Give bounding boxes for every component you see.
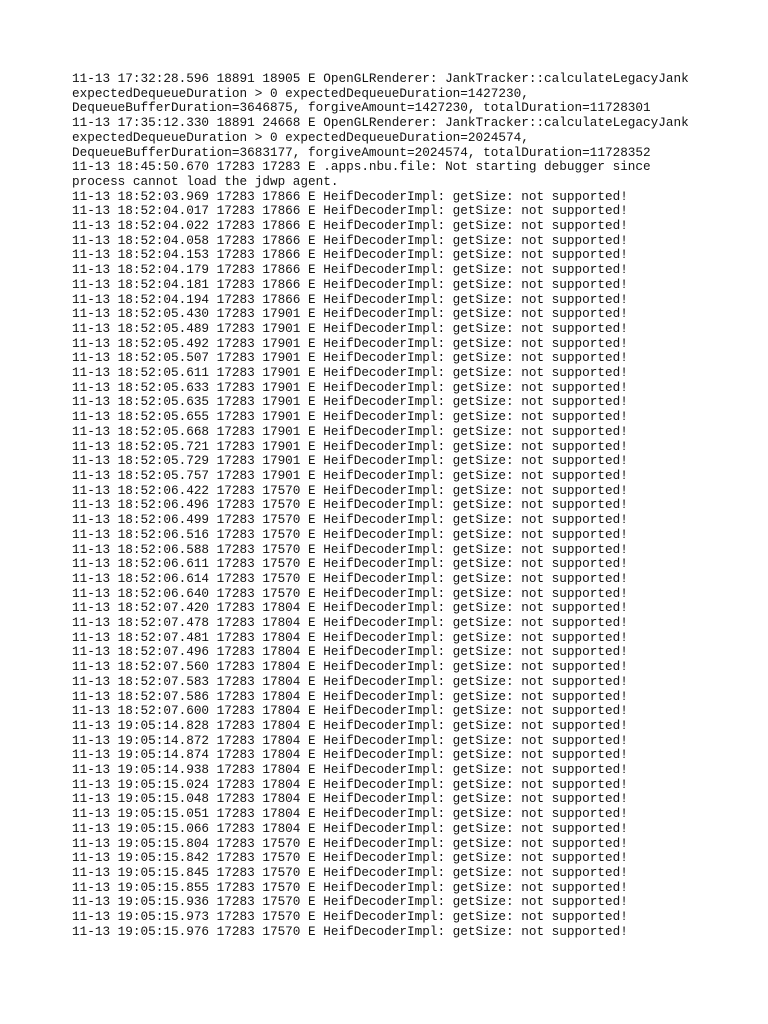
log-line: 11-13 18:52:05.635 17283 17901 E HeifDecoderImpl: getSize: not supported! [72,394,628,410]
log-line: 11-13 19:05:15.976 17283 17570 E HeifDecoderImpl: getSize: not supported! [72,923,628,939]
log-line: 11-13 17:35:12.330 18891 24668 E OpenGLRenderer: JankTracker::calculateLegacyJank [72,115,689,131]
log-line: 11-13 18:52:05.729 17283 17901 E HeifDecoderImpl: getSize: not supported! [72,453,628,469]
log-line: 11-13 18:52:04.181 17283 17866 E HeifDecoderImpl: getSize: not supported! [72,276,628,292]
log-line: 11-13 18:52:05.430 17283 17901 E HeifDecoderImpl: getSize: not supported! [72,306,628,322]
log-line: 11-13 18:52:07.560 17283 17804 E HeifDecoderImpl: getSize: not supported! [72,659,628,675]
log-line: 11-13 18:52:04.017 17283 17866 E HeifDecoderImpl: getSize: not supported! [72,203,628,219]
log-line: 11-13 18:52:04.194 17283 17866 E HeifDecoderImpl: getSize: not supported! [72,291,628,307]
log-line: 11-13 18:52:05.721 17283 17901 E HeifDecoderImpl: getSize: not supported! [72,438,628,454]
log-line: 11-13 18:52:07.420 17283 17804 E HeifDecoderImpl: getSize: not supported! [72,600,628,616]
log-line: 11-13 19:05:15.048 17283 17804 E HeifDecoderImpl: getSize: not supported! [72,791,628,807]
log-line: 11-13 19:05:15.973 17283 17570 E HeifDecoderImpl: getSize: not supported! [72,909,628,925]
log-line: 11-13 19:05:15.936 17283 17570 E HeifDecoderImpl: getSize: not supported! [72,894,628,910]
log-line: 11-13 19:05:15.804 17283 17570 E HeifDecoderImpl: getSize: not supported! [72,835,628,851]
log-line: 11-13 18:52:05.492 17283 17901 E HeifDecoderImpl: getSize: not supported! [72,335,628,351]
log-line: 11-13 19:05:14.828 17283 17804 E HeifDecoderImpl: getSize: not supported! [72,717,628,733]
log-line: 11-13 18:52:04.153 17283 17866 E HeifDecoderImpl: getSize: not supported! [72,247,628,263]
log-line: 11-13 18:52:06.640 17283 17570 E HeifDecoderImpl: getSize: not supported! [72,585,628,601]
log-line: 11-13 18:52:06.496 17283 17570 E HeifDecoderImpl: getSize: not supported! [72,497,628,513]
log-line: 11-13 19:05:15.855 17283 17570 E HeifDecoderImpl: getSize: not supported! [72,879,628,895]
log-line: 11-13 18:52:07.481 17283 17804 E HeifDecoderImpl: getSize: not supported! [72,629,628,645]
log-line: 11-13 18:52:07.478 17283 17804 E HeifDecoderImpl: getSize: not supported! [72,615,628,631]
log-line: 11-13 19:05:15.066 17283 17804 E HeifDecoderImpl: getSize: not supported! [72,820,628,836]
log-line: 11-13 18:52:05.611 17283 17901 E HeifDecoderImpl: getSize: not supported! [72,365,628,381]
log-line: 11-13 18:52:05.507 17283 17901 E HeifDecoderImpl: getSize: not supported! [72,350,628,366]
log-line: 11-13 19:05:14.872 17283 17804 E HeifDecoderImpl: getSize: not supported! [72,732,628,748]
log-line: 11-13 18:52:06.516 17283 17570 E HeifDecoderImpl: getSize: not supported! [72,526,628,542]
log-line: 11-13 17:32:28.596 18891 18905 E OpenGLRenderer: JankTracker::calculateLegacyJank [72,71,689,86]
log-line: 11-13 19:05:14.938 17283 17804 E HeifDecoderImpl: getSize: not supported! [72,762,628,778]
log-line: 11-13 19:05:14.874 17283 17804 E HeifDecoderImpl: getSize: not supported! [72,747,628,763]
log-line: 11-13 18:45:50.670 17283 17283 E .apps.nbu.file: Not starting debugger since [72,159,651,175]
log-line: 11-13 18:52:07.496 17283 17804 E HeifDecoderImpl: getSize: not supported! [72,644,628,660]
log-line: expectedDequeueDuration > 0 expectedDequeueDuration=2024574, [72,129,529,145]
log-line: 11-13 18:52:05.489 17283 17901 E HeifDecoderImpl: getSize: not supported! [72,320,628,336]
log-line: 11-13 18:52:07.600 17283 17804 E HeifDecoderImpl: getSize: not supported! [72,703,628,719]
log-line: DequeueBufferDuration=3646875, forgiveAmount=1427230, totalDuration=11728301 [72,100,651,116]
log-line: 11-13 18:52:06.422 17283 17570 E HeifDecoderImpl: getSize: not supported! [72,482,628,498]
log-line: 11-13 19:05:15.024 17283 17804 E HeifDecoderImpl: getSize: not supported! [72,776,628,792]
log-line: process cannot load the jdwp agent. [72,173,339,189]
log-line: DequeueBufferDuration=3683177, forgiveAmount=2024574, totalDuration=11728352 [72,144,651,160]
log-line: 11-13 18:52:05.633 17283 17901 E HeifDecoderImpl: getSize: not supported! [72,379,628,395]
log-line: 11-13 18:52:07.583 17283 17804 E HeifDecoderImpl: getSize: not supported! [72,673,628,689]
log-line: 11-13 18:52:05.668 17283 17901 E HeifDecoderImpl: getSize: not supported! [72,423,628,439]
log-line: 11-13 18:52:05.757 17283 17901 E HeifDecoderImpl: getSize: not supported! [72,467,628,483]
log-line: 11-13 19:05:15.845 17283 17570 E HeifDecoderImpl: getSize: not supported! [72,864,628,880]
log-line: 11-13 18:52:04.022 17283 17866 E HeifDecoderImpl: getSize: not supported! [72,218,628,234]
log-line: expectedDequeueDuration > 0 expectedDequeueDuration=1427230, [72,85,529,101]
log-line: 11-13 18:52:06.614 17283 17570 E HeifDecoderImpl: getSize: not supported! [72,570,628,586]
log-line: 11-13 18:52:06.588 17283 17570 E HeifDecoderImpl: getSize: not supported! [72,541,628,557]
log-line: 11-13 18:52:04.179 17283 17866 E HeifDecoderImpl: getSize: not supported! [72,262,628,278]
log-line: 11-13 18:52:05.655 17283 17901 E HeifDecoderImpl: getSize: not supported! [72,409,628,425]
log-line: 11-13 18:52:04.058 17283 17866 E HeifDecoderImpl: getSize: not supported! [72,232,628,248]
log-line: 11-13 18:52:07.586 17283 17804 E HeifDecoderImpl: getSize: not supported! [72,688,628,704]
log-line: 11-13 18:52:03.969 17283 17866 E HeifDecoderImpl: getSize: not supported! [72,188,628,204]
log-line: 11-13 19:05:15.051 17283 17804 E HeifDecoderImpl: getSize: not supported! [72,806,628,822]
log-line: 11-13 18:52:06.611 17283 17570 E HeifDecoderImpl: getSize: not supported! [72,556,628,572]
log-output [72,72,752,939]
log-line: 11-13 18:52:06.499 17283 17570 E HeifDecoderImpl: getSize: not supported! [72,512,628,528]
log-line: 11-13 19:05:15.842 17283 17570 E HeifDecoderImpl: getSize: not supported! [72,850,628,866]
